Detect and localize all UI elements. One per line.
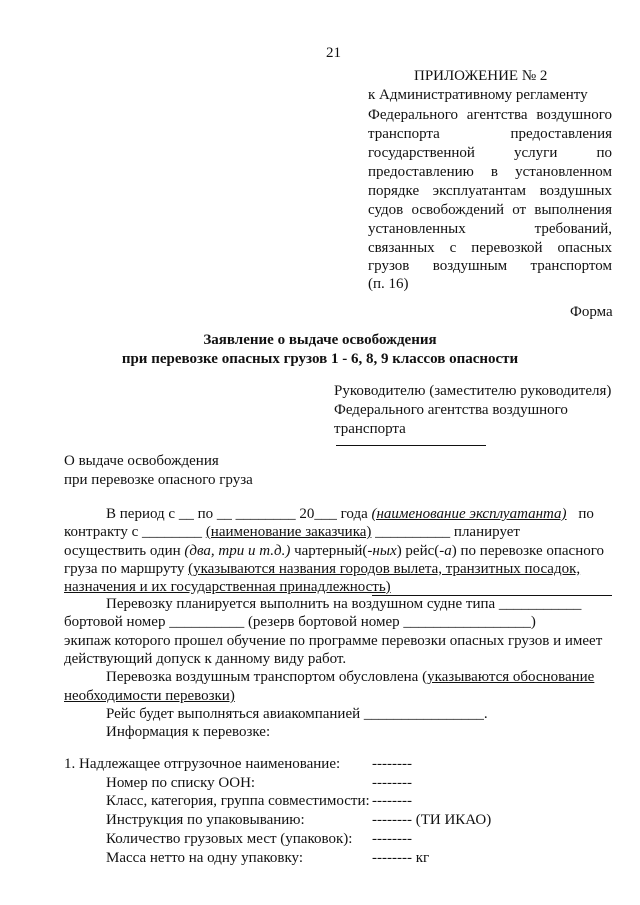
info-value: -------- xyxy=(372,831,412,847)
info-value: -------- xyxy=(372,793,412,809)
appendix-line: грузов воздушным транспортом xyxy=(368,258,612,274)
justification-placeholder: указываются обоснование xyxy=(427,669,595,685)
appendix-line: Федерального агентства воздушного xyxy=(368,107,612,123)
addressee-line: Руководителю (заместителю руководителя) xyxy=(334,383,612,399)
addressee-line: транспорта xyxy=(334,421,406,437)
body-line: Перевозку планируется выполнить на воздушном судне типа ___________ xyxy=(106,596,582,612)
appendix-line: предоставлению в установленном xyxy=(368,164,612,180)
route-placeholder: (указываются названия городов вылета, транзитных посадок, xyxy=(188,561,581,577)
subject-line: О выдаче освобождения xyxy=(64,453,219,469)
body-line: В период с __ по __ ________ 20___ года (наименование эксплуатанта) по xyxy=(106,506,594,522)
body-line: Информация к перевозке: xyxy=(106,724,271,740)
appendix-line: установленных требований, xyxy=(368,221,612,237)
body-line: Перевозка воздушным транспортом обусловлена (указываются обоснование xyxy=(106,669,595,685)
appendix-line: к Административному регламенту xyxy=(368,87,588,103)
info-value: -------- xyxy=(372,756,412,772)
form-label: Форма xyxy=(570,304,613,320)
operator-placeholder: (наименование эксплуатанта) xyxy=(371,506,567,522)
info-label: Номер по списку ООН: xyxy=(106,775,256,791)
body-line xyxy=(64,687,235,705)
page-number: 21 xyxy=(326,45,341,61)
body-line: Рейс будет выполняться авиакомпанией ________________. xyxy=(106,706,488,722)
route-placeholder: назначения и их государственная принадлежность) xyxy=(64,579,391,595)
addressee-signature-line xyxy=(336,445,486,446)
info-label: Количество грузовых мест (упаковок): xyxy=(106,831,353,847)
subject-line: при перевозке опасного груза xyxy=(64,472,253,488)
appendix-line: государственной услуги по xyxy=(368,145,612,161)
body-line: действующий допуск к данному виду работ. xyxy=(64,651,347,667)
justification-placeholder: необходимости перевозки) xyxy=(64,688,235,704)
document-subtitle: при перевозке опасных грузов 1 - 6, 8, 9 классов опасности xyxy=(121,351,519,367)
addressee-line: Федерального агентства воздушного xyxy=(334,402,568,418)
info-label: Инструкция по упаковыванию: xyxy=(106,812,305,828)
appendix-title: ПРИЛОЖЕНИЕ № 2 xyxy=(414,68,548,84)
info-value: -------- (ТИ ИКАО) xyxy=(372,812,492,828)
body-line: груза по маршруту (указываются названия городов вылета, транзитных посадок, xyxy=(64,561,581,577)
info-label: 1. Надлежащее отгрузочное наименование: xyxy=(64,756,341,772)
appendix-line: порядке эксплуатантам воздушных xyxy=(368,183,612,199)
document-title: Заявление о выдаче освобождения xyxy=(203,332,437,348)
info-value: -------- кг xyxy=(372,850,430,866)
info-value: -------- xyxy=(372,775,412,791)
info-label: Класс, категория, группа совместимости: xyxy=(106,793,370,809)
info-label: Масса нетто на одну упаковку: xyxy=(106,850,303,866)
body-line: осуществить один (два, три и т.д.) чартерный(-ных) рейс(-а) по перевозке опасного xyxy=(64,543,605,559)
body-line: бортовой номер __________ (резерв бортовой номер _________________) xyxy=(64,614,536,630)
customer-placeholder: (наименование заказчика) xyxy=(205,524,372,540)
appendix-line: (п. 16) xyxy=(368,276,409,292)
appendix-line: связанных с перевозкой опасных xyxy=(368,240,612,256)
appendix-line: транспорта предоставления xyxy=(368,126,612,142)
appendix-line: судов освобождений от выполнения xyxy=(368,202,612,218)
body-line: контракту с ________ (наименование заказчика) __________ планирует xyxy=(64,524,520,540)
body-line xyxy=(64,578,391,596)
body-line: экипаж которого прошел обучение по программе перевозки опасных грузов и имеет xyxy=(64,633,603,649)
